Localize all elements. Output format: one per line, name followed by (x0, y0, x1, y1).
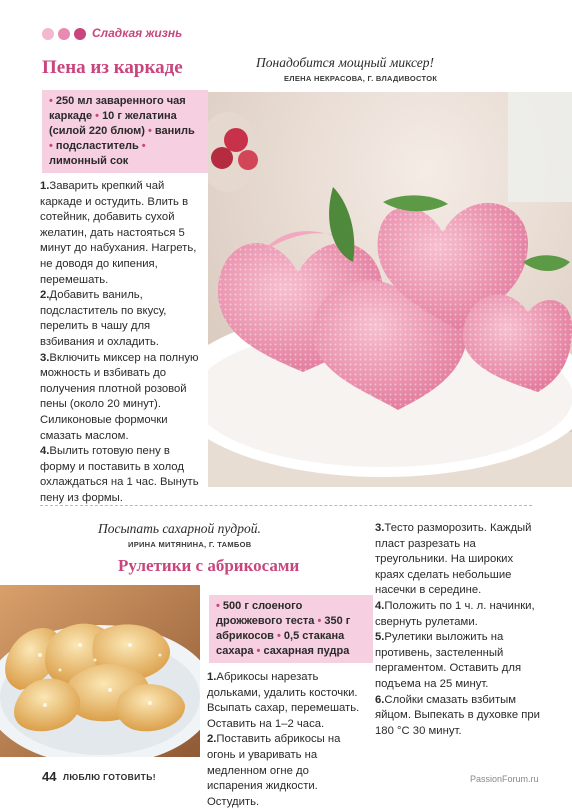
recipe1-steps (40, 179, 202, 506)
recipe2-steps-col1 (207, 670, 367, 810)
recipe2-ingredients: • 500 г слоеного дрожжевого теста • 350 г абрикосов • 0,5 стакана сахара • сахарная пудра (209, 595, 373, 663)
ingredient: 10 г желатина (силой 220 блюм) (49, 110, 177, 137)
ingredient: подсластитель (55, 140, 139, 152)
section-divider (40, 505, 532, 506)
meringue-photo (208, 92, 572, 487)
dot-2 (58, 28, 70, 40)
rolls-photo-illustration (0, 585, 200, 757)
ingredient: ваниль (154, 125, 195, 137)
step: 5.Рулетики выложить на противень, застеленный пергаментом. Оставить для подъема на 25 минут. (375, 631, 522, 690)
recipe2-author: ИРИНА МИТЯНИНА, Г. ТАМБОВ (128, 540, 252, 549)
magazine-name: ЛЮБЛЮ ГОТОВИТЬ! (63, 772, 157, 782)
recipe1-ingredients: • 250 мл заваренного чая каркаде • 10 г желатина (силой 220 блюм) • ваниль • подсластитель • лимонный сок (42, 90, 208, 173)
step: 4.Вылить готовую пену в форму и поставить в холод охлаждаться на 1 час. Вынуть пену из формы. (40, 445, 199, 504)
step: 3.Включить миксер на полную можность и взбивать до получения плотной розовой пены (около 20 минут). Силиконовые формочки смазать маслом. (40, 351, 199, 442)
dot-1 (42, 28, 54, 40)
recipe2-steps-col2 (375, 521, 540, 739)
step: 4.Положить по 1 ч. л. начинки, свернуть рулетами. (375, 599, 535, 628)
watermark: PassionForum.ru (470, 774, 539, 784)
meringue-photo-illustration (208, 92, 572, 487)
recipe2-title: Рулетики с абрикосами (118, 556, 300, 575)
step: 2.Добавить ваниль, подсластитель по вкусу, перелить в чашу для взбивания и охладить. (40, 289, 167, 348)
step: 1.Заварить крепкий чай каркаде и остудить. Влить в сотейник, добавить сухой желатин, дать настояться 5 минут до набухания. Нагреть, не доводя до кипения, перемешать. (40, 180, 197, 286)
ingredient: 250 мл заваренного чая каркаде (49, 95, 186, 122)
ingredient: лимонный сок (49, 155, 129, 167)
section-label: Сладкая жизнь (92, 26, 183, 40)
section-dots (42, 28, 86, 40)
recipe2-quote: Посыпать сахарной пудрой. (98, 521, 261, 536)
page-number: 44 (42, 769, 57, 784)
recipe1-title: Пена из каркаде (42, 57, 183, 78)
rolls-photo (0, 585, 200, 757)
ingredient: 500 г слоеного дрожжевого теста (216, 600, 315, 627)
recipe1-author: ЕЛЕНА НЕКРАСОВА, Г. ВЛАДИВОСТОК (284, 74, 438, 83)
step: 6.Слойки смазать взбитым яйцом. Выпекать в духовке при 180 °С 30 минут. (375, 693, 540, 737)
ingredient: 350 г абрикосов (216, 615, 351, 642)
dot-3 (74, 28, 86, 40)
ingredient: 0,5 стакана сахара (216, 630, 345, 657)
step: 3.Тесто разморозить. Каждый пласт разрезать на треугольники. На широких краях сделать небольшие насечки в середине. (375, 522, 532, 597)
step: 2.Поставить абрикосы на огонь и уваривать на медленном огне до испарения жидкости. Остудить. (207, 733, 341, 808)
recipe1-quote: Понадобится мощный миксер! (256, 55, 435, 70)
ingredient: сахарная пудра (263, 645, 350, 657)
step: 1.Абрикосы нарезать дольками, удалить косточки. Всыпать сахар, перемешать. Оставить на 1–2 часа. (207, 671, 360, 730)
